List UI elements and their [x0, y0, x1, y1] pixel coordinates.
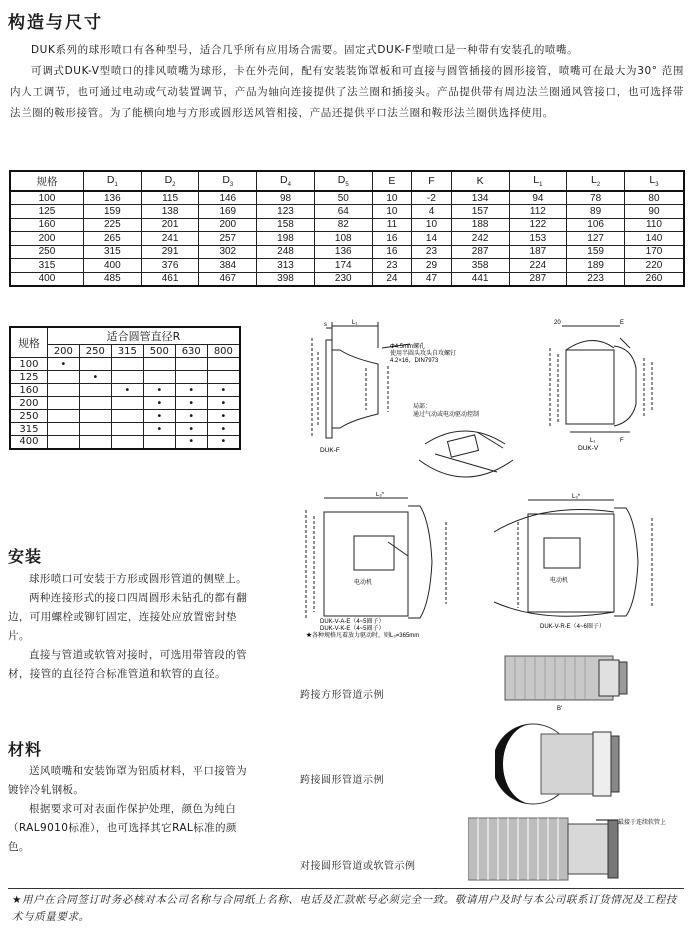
dimension-table: [9, 170, 685, 287]
table-row: [10, 232, 684, 246]
table-cell: 115: [141, 191, 199, 205]
install-heading: 安装: [8, 547, 43, 566]
compat-mark: [207, 358, 240, 371]
table-cell: 241: [141, 232, 199, 246]
screw-note-2: 使用半圆头攻头自攻螺钉: [390, 351, 457, 357]
compat-mark: •: [47, 358, 79, 371]
table-header-row: [10, 171, 684, 191]
compat-mark: •: [207, 423, 240, 436]
compat-mark: [143, 436, 175, 449]
table-cell: 106: [567, 218, 625, 232]
install-paragraph: 两种连接形式的接口四周圆形未钻孔的都有翻边，可用螺栓或铆钉固定，连接处应放置密封垫片。: [8, 592, 247, 642]
table-cell: 200: [199, 218, 257, 232]
table-cell: 136: [83, 191, 141, 205]
table-cell: 260: [624, 272, 684, 286]
group-header: 适合圆管直径R: [47, 327, 240, 345]
table-row: [10, 397, 240, 410]
table-cell: 29: [412, 259, 452, 273]
table-cell: 187: [509, 245, 567, 259]
table-cell: 10: [412, 218, 452, 232]
row-size-cell: 100: [10, 358, 47, 371]
table-cell: 82: [314, 218, 372, 232]
round-duct-compat-table: [9, 326, 241, 450]
svg-text:L₃*: L₃*: [572, 494, 581, 500]
intro-paragraph: DUK系列的球形喷口有各种型号，适合几乎所有应用场合需要。固定式DUK-F型喷口是一种带有安装孔的喷嘴。: [31, 44, 579, 56]
table-cell: 358: [451, 259, 509, 273]
compat-mark: •: [207, 384, 240, 397]
svg-text:电动机: 电动机: [550, 578, 569, 584]
row-size-cell: 160: [10, 218, 83, 232]
table-cell: 16: [372, 245, 412, 259]
column-header: $L_1$: [509, 171, 567, 191]
column-header: 630: [175, 345, 207, 358]
flex-note: 最接于连续软管上: [618, 820, 667, 826]
table-cell: 225: [83, 218, 141, 232]
svg-text:L₁: L₁: [590, 438, 596, 444]
compat-mark: [111, 358, 143, 371]
table-cell: -2: [412, 191, 452, 205]
install-paragraph: 球形喷口可安装于方形或圆形管道的侧壁上。: [29, 573, 247, 585]
table-cell: 112: [509, 205, 567, 219]
table-cell: 287: [509, 272, 567, 286]
table-cell: 230: [314, 272, 372, 286]
table-cell: 265: [83, 232, 141, 246]
vae-label-1: DUK-V-A-E（4~5圈子）: [320, 619, 385, 625]
row-size-cell: 315: [10, 423, 47, 436]
table-row: [10, 272, 684, 286]
table-cell: 158: [257, 218, 315, 232]
compat-mark: [79, 423, 111, 436]
table-cell: 122: [509, 218, 567, 232]
vae-note: ★各种规格凡着放力驱动时，则L₃=365mm: [306, 633, 420, 638]
compat-mark: [175, 371, 207, 384]
table-cell: 153: [509, 232, 567, 246]
compat-mark: •: [207, 410, 240, 423]
table-cell: 138: [141, 205, 199, 219]
compat-mark: •: [143, 423, 175, 436]
row-size-cell: 160: [10, 384, 47, 397]
column-header: $D_3$: [199, 171, 257, 191]
table-cell: 198: [257, 232, 315, 246]
compat-mark: •: [143, 397, 175, 410]
compat-mark: [47, 371, 79, 384]
install-text: [8, 570, 256, 684]
table-cell: 23: [412, 245, 452, 259]
example-flex-drawing: [468, 812, 688, 887]
table-cell: 201: [141, 218, 199, 232]
svg-text:20: 20: [554, 320, 561, 326]
column-header: K: [451, 171, 509, 191]
compat-mark: •: [175, 397, 207, 410]
compat-mark: [175, 358, 207, 371]
compat-mark: [79, 384, 111, 397]
duk-v-r-e-drawing: [484, 492, 684, 632]
intro-paragraph: 可调式DUK-V型喷口的排风喷嘴为球形，卡在外壳间，配有安装装饰罩板和可直接与圆管插接的圆形接管，喷嘴可在最大为30° 范围内人工调节，也可通过电动或气动装置调节，产品为轴向连接提供了法兰圈和插接头。产品提供带有周边法兰圈通风管接口，也可选择带法兰圈的鞍形接管。为了能横向地与方形或圆形送风管相接，产品还提供平口法兰圈和鞍形法兰圈供选择使用。: [10, 65, 684, 119]
table-cell: 302: [199, 245, 257, 259]
table-cell: 90: [624, 205, 684, 219]
table-cell: 400: [83, 259, 141, 273]
table-row: [10, 423, 240, 436]
footer-divider: [8, 888, 684, 889]
table-cell: 384: [199, 259, 257, 273]
compat-mark: •: [143, 410, 175, 423]
compat-mark: [79, 436, 111, 449]
table-cell: 441: [451, 272, 509, 286]
row-size-cell: 315: [10, 259, 83, 273]
example-flex-caption: 对接圆形管道或软管示例: [300, 861, 416, 872]
table-cell: 47: [412, 272, 452, 286]
compat-mark: [79, 358, 111, 371]
table-cell: 157: [451, 205, 509, 219]
column-header: 规格: [10, 171, 83, 191]
table-cell: 108: [314, 232, 372, 246]
table-cell: 315: [83, 245, 141, 259]
table-cell: 50: [314, 191, 372, 205]
row-size-cell: 125: [10, 371, 47, 384]
screw-note-1: Φ4.5mm螺孔: [390, 344, 426, 350]
local-detail-drawing: [405, 398, 525, 494]
row-size-cell: 250: [10, 410, 47, 423]
table-row: [10, 384, 240, 397]
duk-f-label: DUK-F: [320, 447, 340, 454]
row-size-cell: 400: [10, 436, 47, 449]
compat-mark: •: [207, 436, 240, 449]
table-cell: 78: [567, 191, 625, 205]
table-cell: 64: [314, 205, 372, 219]
table-cell: 159: [567, 245, 625, 259]
compat-mark: •: [111, 384, 143, 397]
table-cell: 98: [257, 191, 315, 205]
compat-mark: [79, 397, 111, 410]
example-square-caption: 跨接方形管道示例: [300, 690, 384, 701]
table-cell: 189: [567, 259, 625, 273]
corner-header: 规格: [10, 327, 47, 358]
table-cell: 223: [567, 272, 625, 286]
example-square-drawing: [495, 652, 645, 712]
compat-mark: [111, 423, 143, 436]
table-row: [10, 358, 240, 371]
table-cell: 10: [372, 191, 412, 205]
table-cell: 485: [83, 272, 141, 286]
compat-mark: [111, 436, 143, 449]
column-header: 500: [143, 345, 175, 358]
table-cell: 14: [412, 232, 452, 246]
table-row: [10, 191, 684, 205]
compat-mark: [111, 410, 143, 423]
table-cell: 376: [141, 259, 199, 273]
table-cell: 313: [257, 259, 315, 273]
table-cell: 110: [624, 218, 684, 232]
table-cell: 140: [624, 232, 684, 246]
column-header: $D_4$: [257, 171, 315, 191]
compat-mark: •: [175, 423, 207, 436]
compat-mark: [47, 397, 79, 410]
compat-mark: [47, 384, 79, 397]
table-cell: 170: [624, 245, 684, 259]
compat-mark: •: [175, 384, 207, 397]
table-cell: 136: [314, 245, 372, 259]
compat-mark: [143, 371, 175, 384]
compat-mark: •: [143, 384, 175, 397]
compat-mark: •: [207, 397, 240, 410]
install-paragraph: 直接与管道或软管对接时，可选用带管段的管材，接管的直径符合标准管道和软管的直径。: [8, 649, 247, 680]
table-row: [10, 259, 684, 273]
compat-mark: •: [79, 371, 111, 384]
row-size-cell: 250: [10, 245, 83, 259]
column-header: $D_1$: [83, 171, 141, 191]
table-cell: 4: [412, 205, 452, 219]
material-heading: 材料: [8, 740, 43, 759]
row-size-cell: 200: [10, 232, 83, 246]
compat-mark: [47, 436, 79, 449]
table-cell: 16: [372, 232, 412, 246]
footer-note: ★用户在合同签订时务必核对本公司名称与合同纸上名称、电话及汇款帐号必须完全一致。敬请用户及时与本公司联系订货情况及工程技术与质量要求。: [12, 894, 677, 923]
svg-text:E: E: [620, 320, 625, 326]
column-header: $D_5$: [314, 171, 372, 191]
column-header: F: [412, 171, 452, 191]
vae-label-2: DUK-V-K-E（4~5圈子）: [320, 626, 385, 632]
svg-text:s: s: [324, 322, 327, 328]
duk-v-a-e-drawing: [296, 492, 481, 638]
table-cell: 10: [372, 205, 412, 219]
screw-note-3: 4.2×16，DIN7973: [390, 358, 439, 364]
column-header: 315: [111, 345, 143, 358]
table-cell: 257: [199, 232, 257, 246]
table-cell: 174: [314, 259, 372, 273]
table-cell: 146: [199, 191, 257, 205]
column-header: $D_2$: [141, 171, 199, 191]
dim-l3-label: L₃*: [376, 492, 385, 498]
compat-mark: [47, 410, 79, 423]
table-cell: 248: [257, 245, 315, 259]
table-cell: 188: [451, 218, 509, 232]
table-cell: 127: [567, 232, 625, 246]
local-note-1: 局部：: [413, 404, 432, 410]
example-round-drawing: [495, 718, 645, 808]
duk-v-drawing: [540, 318, 690, 452]
table-row: [10, 371, 240, 384]
table-cell: 461: [141, 272, 199, 286]
example-round-caption: 跨接圆形管道示例: [300, 775, 384, 786]
table-cell: 467: [199, 272, 257, 286]
row-size-cell: 200: [10, 397, 47, 410]
row-size-cell: 125: [10, 205, 83, 219]
column-header: E: [372, 171, 412, 191]
compat-mark: [47, 423, 79, 436]
table-cell: 220: [624, 259, 684, 273]
compat-mark: •: [175, 410, 207, 423]
table-cell: 169: [199, 205, 257, 219]
page-title: 构造与尺寸: [8, 13, 103, 33]
table-cell: 80: [624, 191, 684, 205]
column-header: $L_3$: [624, 171, 684, 191]
dim-l1-label: L₁: [352, 320, 358, 326]
table-cell: 24: [372, 272, 412, 286]
table-row: [10, 410, 240, 423]
table-cell: 89: [567, 205, 625, 219]
compat-mark: [111, 397, 143, 410]
table-row: [10, 245, 684, 259]
table-row: [10, 205, 684, 219]
local-note-2: 通过气动或电动驱动控制: [413, 412, 480, 418]
duk-v-label: DUK-V: [578, 445, 599, 452]
table-cell: 291: [141, 245, 199, 259]
compat-mark: [207, 371, 240, 384]
table-cell: 23: [372, 259, 412, 273]
vre-label: DUK-V-R-E（4~6圈子）: [540, 624, 605, 630]
table-row: [10, 218, 684, 232]
compat-mark: [111, 371, 143, 384]
column-header: 200: [47, 345, 79, 358]
material-text: [8, 762, 256, 857]
row-size-cell: 400: [10, 272, 83, 286]
table-cell: 134: [451, 191, 509, 205]
compat-mark: [79, 410, 111, 423]
material-paragraph: 根据要求可对表面作保护处理，颜色为纯白（RAL9010标准），也可选择其它RAL标准的颜色。: [8, 803, 237, 853]
table-cell: 287: [451, 245, 509, 259]
compat-mark: •: [175, 436, 207, 449]
table-cell: 159: [83, 205, 141, 219]
row-size-cell: 100: [10, 191, 83, 205]
compat-mark: [143, 358, 175, 371]
intro-text: [10, 40, 684, 124]
column-header: 800: [207, 345, 240, 358]
motor-label: 电动机: [354, 580, 373, 586]
table-cell: 398: [257, 272, 315, 286]
table-cell: 242: [451, 232, 509, 246]
table-cell: 123: [257, 205, 315, 219]
column-header: 250: [79, 345, 111, 358]
table-cell: 11: [372, 218, 412, 232]
svg-text:F: F: [620, 438, 624, 444]
table-cell: 224: [509, 259, 567, 273]
material-paragraph: 送风喷嘴和安装饰罩为铝质材料，平口接管为镀锌冷轧钢板。: [8, 765, 247, 796]
column-header: $L_2$: [567, 171, 625, 191]
dim-b-label: B': [557, 706, 563, 712]
table-cell: 94: [509, 191, 567, 205]
table-row: [10, 436, 240, 449]
